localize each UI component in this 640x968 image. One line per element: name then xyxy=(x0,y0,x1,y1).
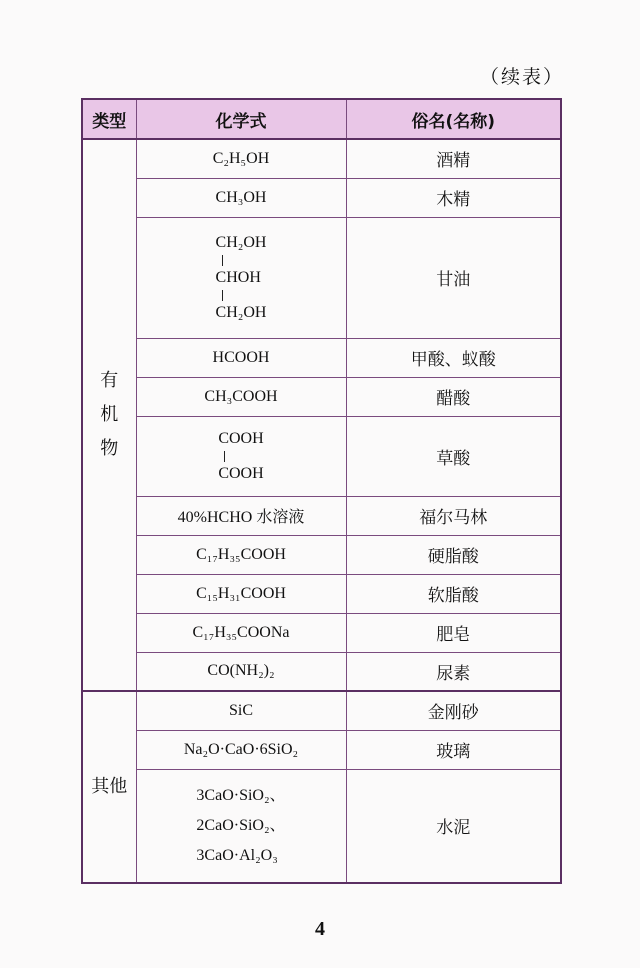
table-row xyxy=(82,535,561,574)
formula-cell: CH₃COOH xyxy=(136,377,346,416)
cement-formula xyxy=(196,781,285,871)
name-cell: 硬脂酸 xyxy=(346,535,561,574)
name-cell: 金刚砂 xyxy=(346,691,561,730)
name-cell: 甲酸、蚁酸 xyxy=(346,338,561,377)
table-row xyxy=(82,178,561,217)
table-row xyxy=(82,377,561,416)
table-row xyxy=(82,217,561,338)
formula-line: CH₂OH xyxy=(215,233,267,251)
formula-cell xyxy=(136,769,346,883)
name-cell: 醋酸 xyxy=(346,377,561,416)
formula-cell: Na₂O·CaO·6SiO₂ xyxy=(136,730,346,769)
formula-cell: C₂H₅OH xyxy=(136,139,346,178)
formula-cell: C₁₅H₃₁COOH xyxy=(136,574,346,613)
table-row xyxy=(82,496,561,535)
formula-cell: HCOOH xyxy=(136,338,346,377)
glycerol-structure xyxy=(216,231,267,325)
category-organic: 有 机 物 xyxy=(82,139,136,691)
table-row xyxy=(82,338,561,377)
table-row xyxy=(82,652,561,691)
page-number: 4 xyxy=(315,918,325,940)
formula-cell: CH₃OH xyxy=(136,178,346,217)
formula-line: CHOH xyxy=(215,268,261,286)
formula-line: COOH xyxy=(218,464,264,482)
table-row xyxy=(82,416,561,496)
table-row xyxy=(82,574,561,613)
formula-cell: SiC xyxy=(136,691,346,730)
name-cell: 酒精 xyxy=(346,139,561,178)
table-row xyxy=(82,730,561,769)
oxalic-structure xyxy=(218,427,263,486)
bond-line xyxy=(224,451,225,462)
name-cell: 水泥 xyxy=(346,769,561,883)
formula-cell xyxy=(136,416,346,496)
formula-line: CH₂OH xyxy=(215,303,267,321)
header-name: 俗名(名称) xyxy=(346,99,561,139)
header-type: 类型 xyxy=(82,99,136,139)
name-cell: 草酸 xyxy=(346,416,561,496)
name-cell: 福尔马林 xyxy=(346,496,561,535)
chemical-names-table xyxy=(81,98,562,884)
bond-line xyxy=(222,255,223,266)
name-cell: 玻璃 xyxy=(346,730,561,769)
formula-line: 3CaO·SiO₂、 xyxy=(196,786,286,804)
name-cell: 软脂酸 xyxy=(346,574,561,613)
formula-cell: C₁₇H₃₅COONa xyxy=(136,613,346,652)
table-row xyxy=(82,139,561,178)
table-row xyxy=(82,769,561,883)
table-row xyxy=(82,691,561,730)
name-cell: 尿素 xyxy=(346,652,561,691)
formula-cell: 40%HCHO 水溶液 xyxy=(136,496,346,535)
table-row xyxy=(82,613,561,652)
header-row xyxy=(82,99,561,139)
name-cell: 肥皂 xyxy=(346,613,561,652)
formula-cell xyxy=(136,217,346,338)
name-cell: 木精 xyxy=(346,178,561,217)
bond-line xyxy=(222,290,223,301)
header-formula: 化学式 xyxy=(136,99,346,139)
continued-label: （续表） xyxy=(479,66,564,88)
formula-cell: C₁₇H₃₅COOH xyxy=(136,535,346,574)
formula-line: 2CaO·SiO₂、 xyxy=(196,816,286,834)
category-other: 其他 xyxy=(82,691,136,883)
formula-cell: CO(NH₂)₂ xyxy=(136,652,346,691)
formula-line: 3CaO·Al₂O₃ xyxy=(196,846,278,864)
name-cell: 甘油 xyxy=(346,217,561,338)
formula-line: COOH xyxy=(218,429,264,447)
